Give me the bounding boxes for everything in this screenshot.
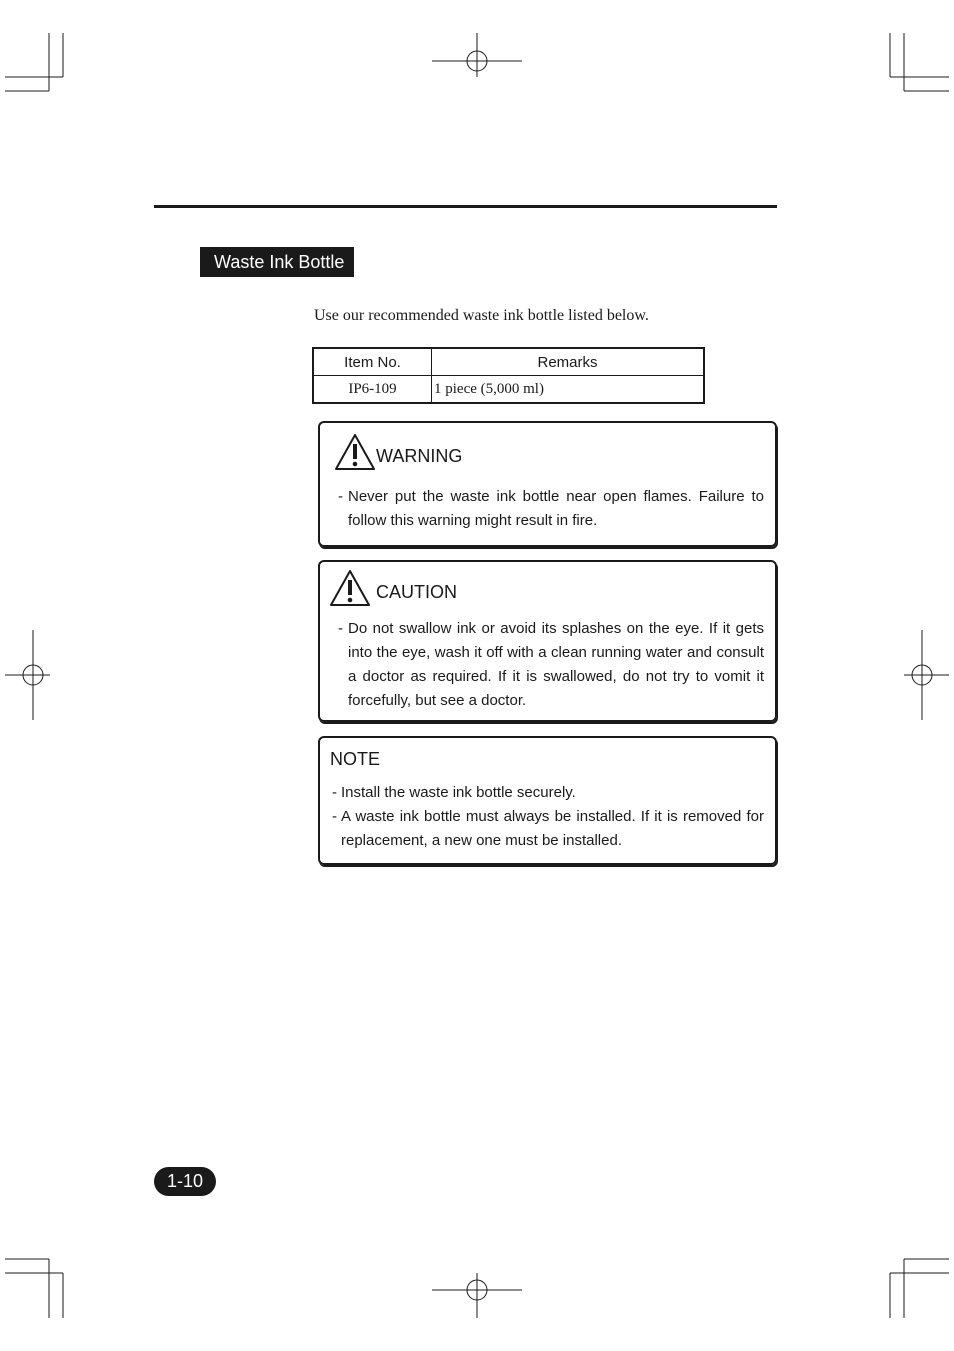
page-number: 1-10 bbox=[154, 1167, 216, 1196]
list-item: - Do not swallow ink or avoid its splashes on the eye. If it gets into the eye, wash it off with a clean running water and consult a doctor as required. If it is swallowed, do not try to vomit it forcefully, but see a doctor. bbox=[335, 617, 764, 713]
list-item: - Install the waste ink bottle securely. bbox=[331, 781, 764, 805]
warning-triangle-icon bbox=[334, 433, 376, 471]
column-header-item-no: Item No. bbox=[313, 348, 432, 376]
warning-triangle-icon bbox=[329, 569, 371, 607]
table-header-row bbox=[313, 348, 704, 376]
caution-title: CAUTION bbox=[376, 582, 457, 602]
section-title: Waste Ink Bottle bbox=[200, 247, 354, 277]
intro-text: Use our recommended waste ink bottle listed below. bbox=[314, 307, 649, 324]
note-list bbox=[331, 781, 764, 853]
header-rule bbox=[154, 205, 777, 208]
list-item: - Never put the waste ink bottle near open flames. Failure to follow this warning might result in fire. bbox=[335, 485, 764, 533]
caution-box bbox=[318, 560, 777, 722]
item-table bbox=[312, 347, 705, 404]
note-title: NOTE bbox=[330, 749, 381, 769]
note-box bbox=[318, 736, 777, 865]
warning-list bbox=[335, 485, 764, 533]
cell-item-no: IP6-109 bbox=[313, 376, 432, 404]
caution-list bbox=[335, 617, 764, 713]
cell-remarks: 1 piece (5,000 ml) bbox=[432, 376, 705, 404]
warning-box bbox=[318, 421, 777, 547]
column-header-remarks: Remarks bbox=[432, 348, 705, 376]
list-item: - A waste ink bottle must always be installed. If it is removed for replacement, a new one must be installed. bbox=[331, 805, 764, 853]
table-row bbox=[313, 376, 704, 404]
warning-title: WARNING bbox=[376, 446, 463, 466]
